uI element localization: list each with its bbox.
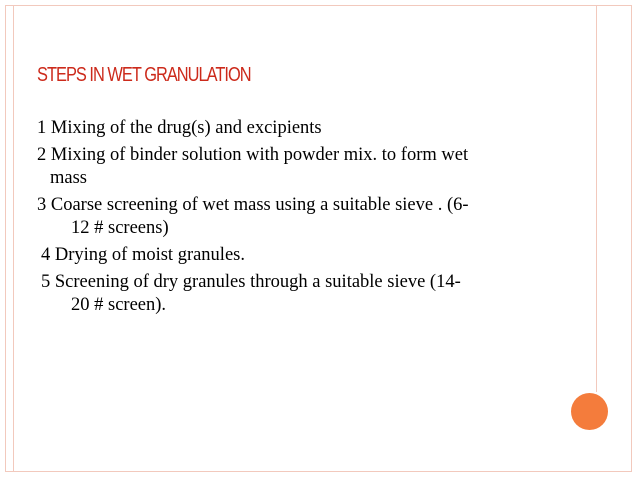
steps-list [37, 117, 567, 321]
orange-circle-decoration [571, 393, 608, 430]
step-3-line-2: 12 # screens) [71, 218, 169, 238]
step-5 [37, 271, 567, 317]
step-1-line-1: 1 Mixing of the drug(s) and excipients [37, 118, 322, 138]
step-2-line-1: 2 Mixing of binder solution with powder mix. to form wet [37, 145, 469, 165]
step-5-line-2: 20 # screen). [71, 295, 167, 315]
step-4 [37, 244, 567, 267]
right-rule-line [596, 5, 597, 392]
step-2-line-2: mass [50, 168, 87, 188]
slide-title: STEPS IN WET GRANULATION [37, 64, 251, 86]
step-2 [37, 144, 567, 190]
step-3-line-1: 3 Coarse screening of wet mass using a suitable sieve . (6- [37, 195, 469, 215]
step-5-line-1: 5 Screening of dry granules through a suitable sieve (14- [41, 272, 461, 292]
step-1 [37, 117, 567, 140]
left-rule-line [13, 5, 14, 472]
step-4-line-1: 4 Drying of moist granules. [41, 245, 245, 265]
step-3 [37, 194, 567, 240]
